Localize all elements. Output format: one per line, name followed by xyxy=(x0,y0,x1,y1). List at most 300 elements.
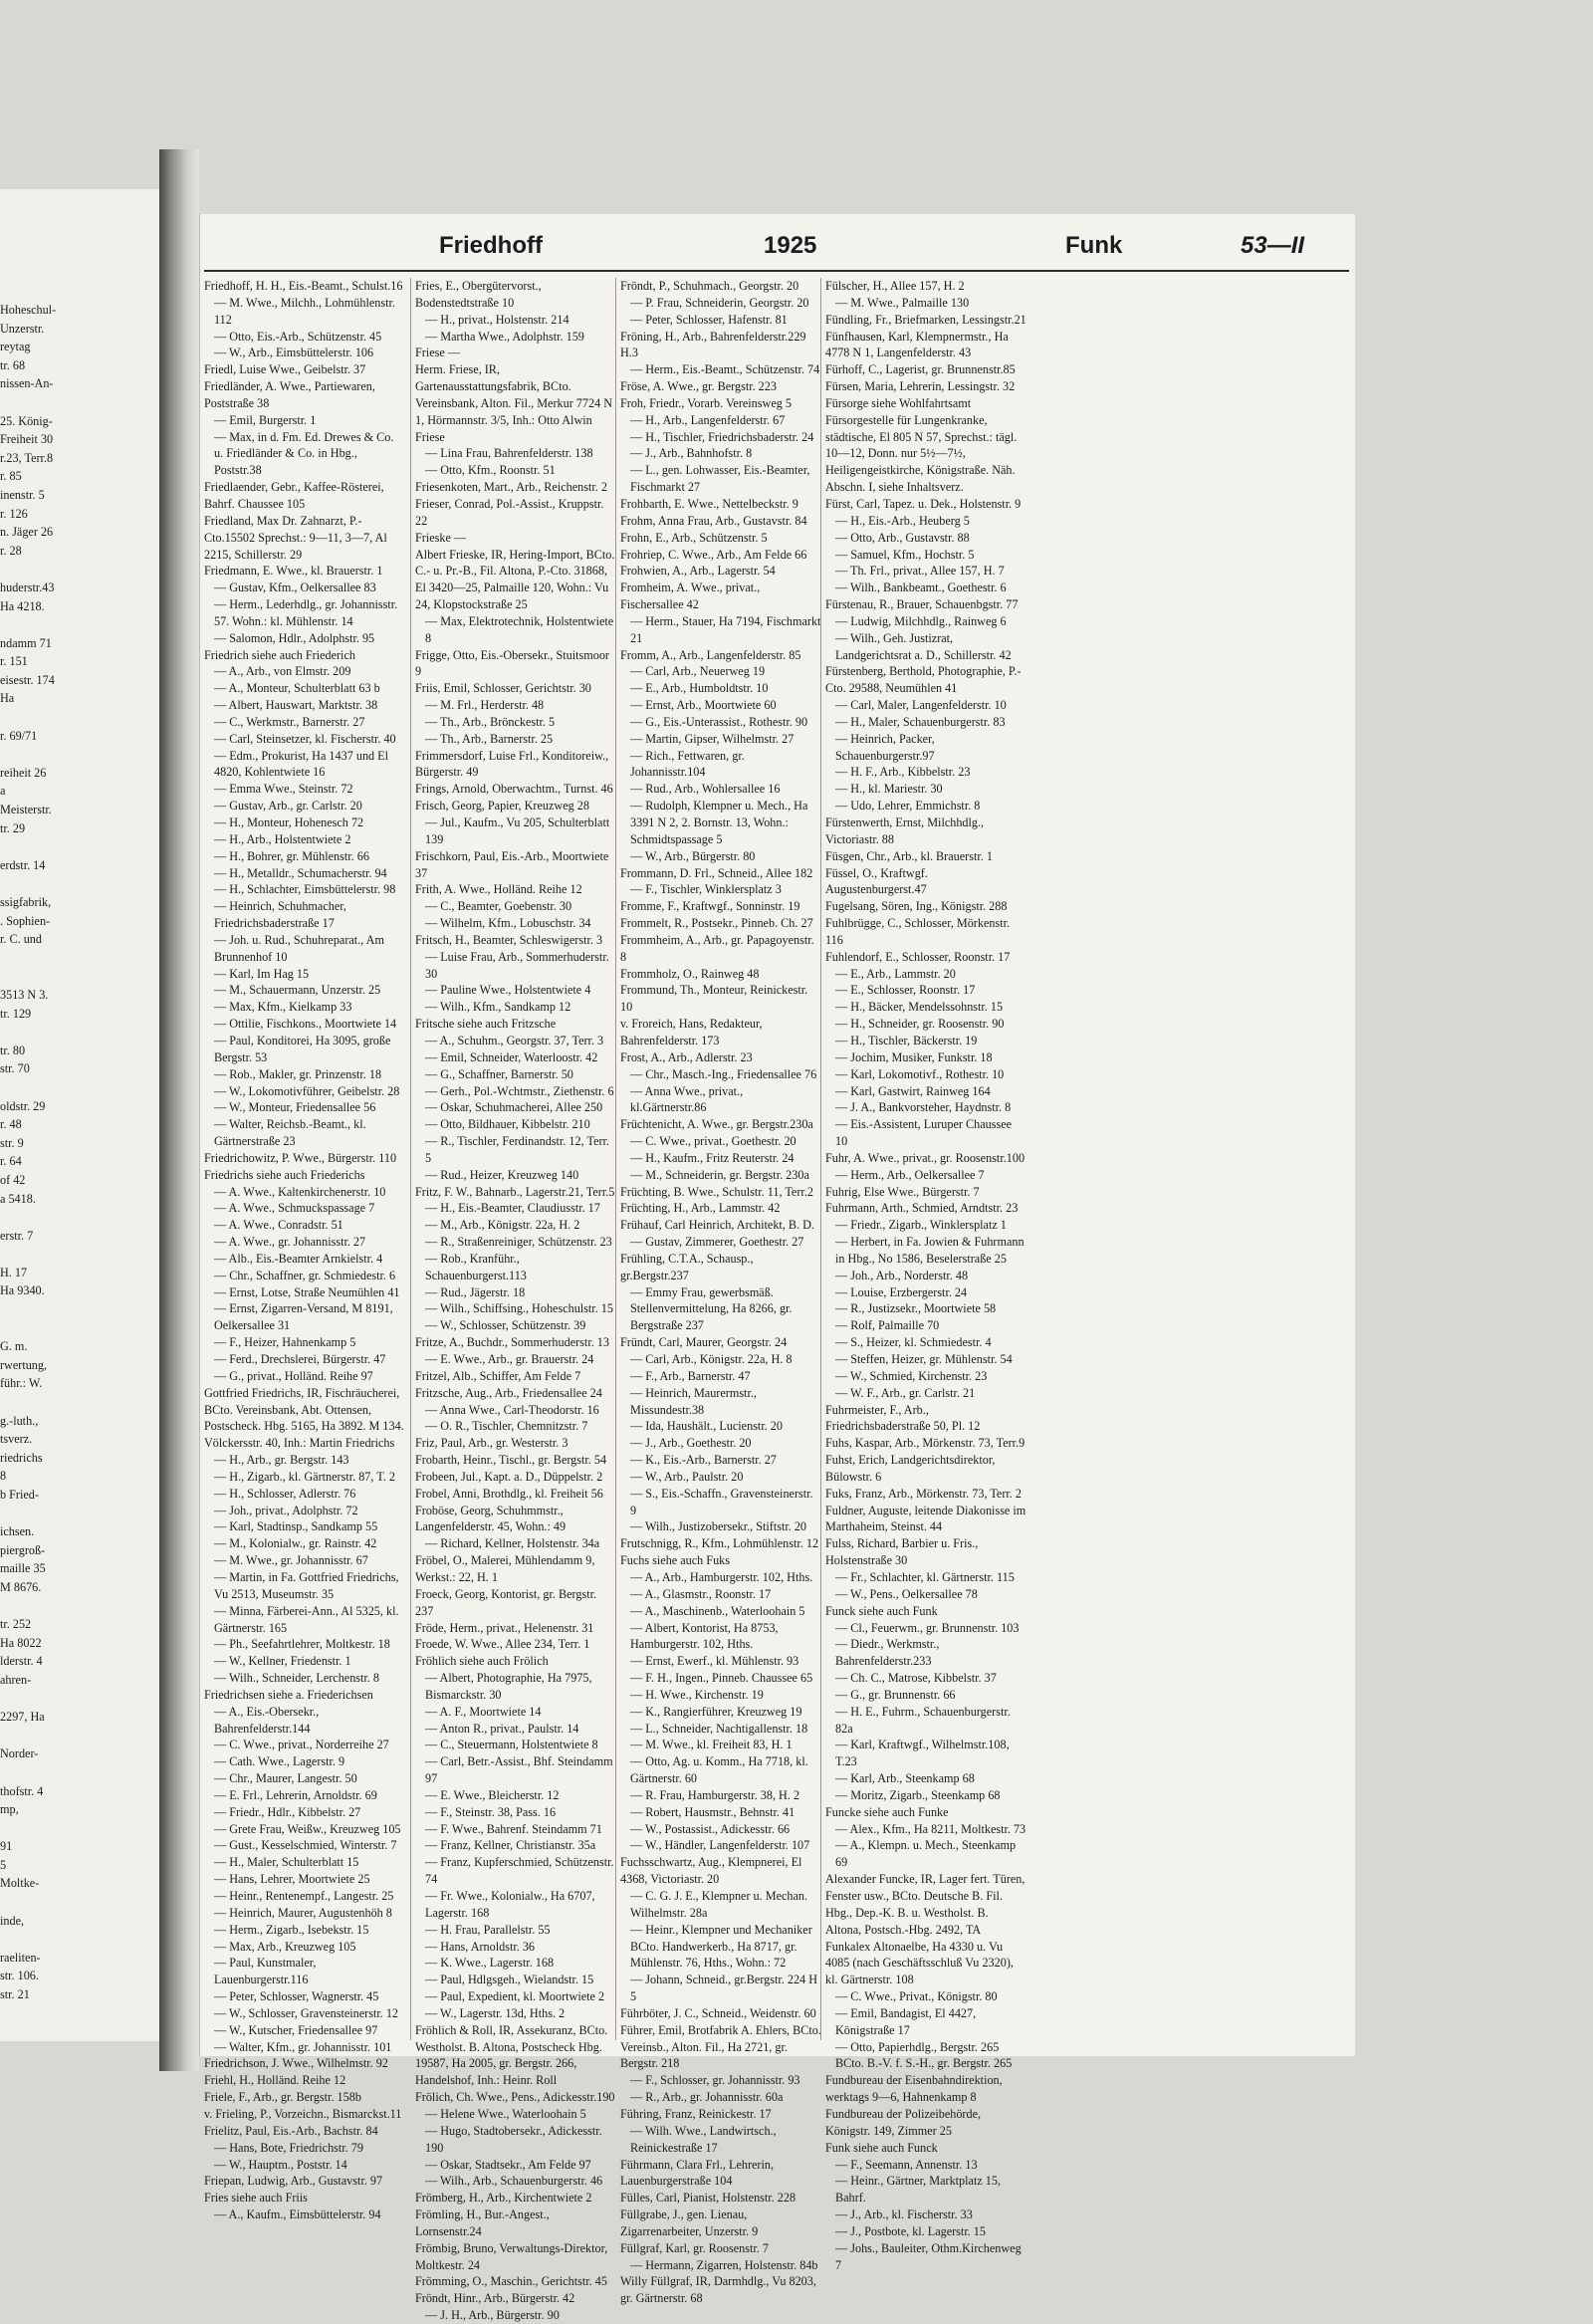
directory-entry: — Chr., Masch.-Ing., Friedensallee 76 xyxy=(630,1066,817,1081)
adjacent-text-fragment: Ha 8022 xyxy=(0,1635,42,1650)
directory-entry: Friis, Emil, Schlosser, Gerichtstr. 30 xyxy=(415,681,591,696)
directory-entry: Frings, Arnold, Oberwachtm., Turnst. 46 xyxy=(415,782,613,797)
directory-entry: Frieser, Conrad, Pol.-Assist., Kruppstr. 22 xyxy=(415,496,604,528)
adjacent-text-fragment: führ.: W. xyxy=(0,1376,43,1391)
directory-entry: — A. Wwe., Conradstr. 51 xyxy=(214,1218,343,1233)
directory-entry: Frigge, Otto, Eis.-Obersekr., Stuitsmoor 9 xyxy=(415,647,609,679)
directory-entry: — Th. Frl., privat., Allee 157, H. 7 xyxy=(835,564,1005,579)
directory-entry: — Walter, Kfm., gr. Johannisstr. 101 xyxy=(214,2039,392,2054)
directory-entry: Frielitz, Paul, Eis.-Arb., Bachstr. 84 xyxy=(204,2123,378,2138)
directory-entry: Füsgen, Chr., Arb., kl. Brauerstr. 1 xyxy=(825,848,993,863)
directory-entry: — G., Schaffner, Barnerstr. 50 xyxy=(425,1066,573,1081)
directory-entry: — Karl, Kraftwgf., Wilhelmstr.108, T.23 xyxy=(835,1738,1010,1769)
directory-entry: — Th., Arb., Barnerstr. 25 xyxy=(425,731,554,746)
directory-entry: — F., Seemann, Annenstr. 13 xyxy=(835,2157,978,2172)
directory-entry: Gottfried Friedrichs, IR, Fischräucherei, BCto. Vereinsbank, Abt. Ottensen, Postscheck. Hbg. 5165, Ha 3892. M 134. Völckersstr. 40, Inh.: Martin Friedrichs xyxy=(204,1385,404,1451)
directory-entry: — M. Wwe., Milchh., Lohmühlenstr. 112 xyxy=(214,295,395,327)
directory-entry: Friedrichowitz, P. Wwe., Bürgerstr. 110 xyxy=(204,1150,397,1165)
directory-entry: — Martha Wwe., Adolphstr. 159 xyxy=(425,329,584,344)
header-year: 1925 xyxy=(764,232,817,259)
directory-entry: Friz, Paul, Arb., gr. Westerstr. 3 xyxy=(415,1436,569,1451)
adjacent-text-fragment: r. 85 xyxy=(0,469,22,484)
directory-entry: — Friedr., Zigarb., Winklersplatz 1 xyxy=(835,1218,1007,1233)
directory-entry: Frömling, H., Bur.-Angest., Lornsenstr.24 xyxy=(415,2208,550,2238)
directory-entry: — Max, Kfm., Kielkamp 33 xyxy=(214,1000,352,1015)
directory-entry: — Richard, Kellner, Holstenstr. 34a xyxy=(425,1536,600,1551)
directory-entry: Frisch, Georg, Papier, Kreuzweg 28 xyxy=(415,799,589,813)
directory-entry: Fürsorge siehe Wohlfahrtsamt xyxy=(825,395,972,410)
directory-entry: — E. Wwe., Arb., gr. Brauerstr. 24 xyxy=(425,1352,594,1366)
directory-entry: Fründt, Carl, Maurer, Georgstr. 24 xyxy=(620,1335,788,1350)
directory-entry: — W., Kutscher, Friedensallee 97 xyxy=(214,2022,378,2037)
directory-entry: Froede, W. Wwe., Allee 234, Terr. 1 xyxy=(415,1637,590,1652)
directory-entry: Fugelsang, Sören, Ing., Königstr. 288 xyxy=(825,899,1008,914)
directory-entry: — Wilhelm, Kfm., Lobuschstr. 34 xyxy=(425,916,591,931)
directory-entry: — Hans, Lehrer, Moortwiete 25 xyxy=(214,1872,370,1887)
adjacent-text-fragment xyxy=(0,874,159,893)
directory-entry: Fulss, Richard, Barbier u. Fris., Holstenstraße 30 xyxy=(825,1536,979,1568)
directory-entry: Frommheim, A., Arb., gr. Papagoyenstr. 8 xyxy=(620,932,814,964)
directory-entry: — Hugo, Stadtobersekr., Adickesstr. 190 xyxy=(425,2123,602,2155)
adjacent-text-fragment: . Sophien- xyxy=(0,913,51,928)
directory-entry: — Wilh. Wwe., Landwirtsch., Reinickestraße 17 xyxy=(630,2123,777,2155)
directory-entry: — Heinr., Klempner und Mechaniker BCto. Handwerkerb., Ha 8717, gr. Mühlenstr. 76, Hths., Wohn.: 72 xyxy=(630,1922,812,1971)
directory-entry: — F. Wwe., Bahrenf. Steindamm 71 xyxy=(425,1821,602,1836)
directory-entry: — W., Lokomotivführer, Geibelstr. 28 xyxy=(214,1083,400,1098)
directory-entry: — A., Glasmstr., Roonstr. 17 xyxy=(630,1586,772,1601)
directory-entry: — Albert, Photographie, Ha 7975, Bismarckstr. 30 xyxy=(425,1671,592,1702)
directory-entry: — A. Wwe., Schmuckspassage 7 xyxy=(214,1201,375,1216)
directory-entry: — J., Postbote, kl. Lagerstr. 15 xyxy=(835,2223,986,2238)
directory-entry: Albert Frieske, IR, Hering-Import, BCto. C.- u. Pr.-B., Fil. Altona, P.-Cto. 31868, El 3420—25, Palmaille 120, Wohn.: Vu 24, Klopstockstraße 25 xyxy=(415,547,615,612)
directory-entry: Früchting, B. Wwe., Schulstr. 11, Terr.2 xyxy=(620,1184,813,1199)
directory-entry: — Walter, Reichsb.-Beamt., kl. Gärtnerstraße 23 xyxy=(214,1117,366,1149)
directory-entry: v. Froreich, Hans, Redakteur, Bahrenfelderstr. 173 xyxy=(620,1017,763,1047)
adjacent-text-fragment: r. C. und xyxy=(0,932,42,947)
directory-entry: — H., Maler, Schulterblatt 15 xyxy=(214,1855,359,1870)
directory-entry: Führböter, J. C., Schneid., Weidenstr. 60 xyxy=(620,2005,816,2020)
directory-entry: — Herbert, in Fa. Jowien & Fuhrmann in Hbg., No 1586, Beselerstraße 25 xyxy=(835,1235,1024,1266)
directory-entry: — Wilh., Schiffsing., Hoheschulstr. 15 xyxy=(425,1301,613,1316)
directory-entry: — Carl, Maler, Langenfelderstr. 10 xyxy=(835,698,1007,713)
adjacent-text-fragment: a 5418. xyxy=(0,1191,36,1206)
directory-entry: Füllgrabe, J., gen. Lienau, Zigarrenarbeiter, Unzerstr. 9 xyxy=(620,2208,759,2238)
directory-entry: — Jul., Kaufm., Vu 205, Schulterblatt 139 xyxy=(425,815,610,846)
directory-entry: Führing, Franz, Reinickestr. 17 xyxy=(620,2106,772,2121)
directory-entry: Fröning, H., Arb., Bahrenfelderstr.229 H.3 xyxy=(620,329,806,360)
directory-entry: Froh, Friedr., Vorarb. Vereinsweg 5 xyxy=(620,395,792,410)
adjacent-text-fragment: tr. 129 xyxy=(0,1006,32,1021)
directory-entry: Fuldner, Auguste, leitende Diakonisse im Marthaheim, Steinst. 44 xyxy=(825,1503,1026,1534)
directory-entry: — R. Frau, Hamburgerstr. 38, H. 2 xyxy=(630,1787,800,1802)
directory-entry: — Ferd., Drechslerei, Bürgerstr. 47 xyxy=(214,1352,386,1366)
adjacent-text-fragment: nissen-An- xyxy=(0,376,54,391)
directory-entry: — Grete Frau, Weißw., Kreuzweg 105 xyxy=(214,1821,401,1836)
directory-entry: Fuhs, Kaspar, Arb., Mörkenstr. 73, Terr.9 xyxy=(825,1436,1025,1451)
directory-entry: Fuhrmann, Arth., Schmied, Arndtstr. 23 xyxy=(825,1201,1019,1216)
directory-entry: — Ernst, Zigarren-Versand, M 8191, Oelkersallee 31 xyxy=(214,1301,393,1333)
directory-entry: Willy Füllgraf, IR, Darmhdlg., Vu 8203, gr. Gärtnerstr. 68 xyxy=(620,2274,816,2306)
adjacent-text-fragment: G. m. xyxy=(0,1339,28,1354)
adjacent-text-fragment xyxy=(0,1930,159,1949)
directory-entry: — H., Schneider, gr. Roosenstr. 90 xyxy=(835,1017,1005,1032)
directory-entry: — Jochim, Musiker, Funkstr. 18 xyxy=(835,1049,993,1064)
adjacent-text-fragment xyxy=(0,949,159,968)
directory-entry: Fuhr, A. Wwe., privat., gr. Roosenstr.100 xyxy=(825,1150,1025,1165)
directory-entry: — M. Wwe., Palmaille 130 xyxy=(835,295,970,310)
directory-entry: — H., Bohrer, gr. Mühlenstr. 66 xyxy=(214,848,369,863)
directory-entry: Frommholz, O., Rainweg 48 xyxy=(620,966,760,981)
directory-entry: — H., Schlachter, Eimsbüttelerstr. 98 xyxy=(214,882,396,897)
directory-entry: — L., gen. Lohwasser, Eis.-Beamter, Fischmarkt 27 xyxy=(630,463,810,495)
directory-entry: — W., Monteur, Friedensallee 56 xyxy=(214,1100,376,1115)
directory-entry: — W., Lagerstr. 13d, Hths. 2 xyxy=(425,2005,566,2020)
directory-entry: — Ph., Seefahrtlehrer, Moltkestr. 18 xyxy=(214,1637,390,1652)
directory-entry: — H., Arb., Holstentwiete 2 xyxy=(214,831,351,846)
directory-entry: Fröndt, Hinr., Arb., Bürgerstr. 42 xyxy=(415,2291,575,2306)
directory-entry: — Wilh., Geh. Justizrat, Landgerichtsrat a. D., Schillerstr. 42 xyxy=(835,630,1012,662)
directory-entry: v. Frieling, P., Vorzeichn., Bismarckst.11 xyxy=(204,2106,402,2121)
directory-entry: Fürstenau, R., Brauer, Schauenbgstr. 77 xyxy=(825,597,1019,612)
directory-entry: — E., Arb., Humboldtstr. 10 xyxy=(630,681,769,696)
adjacent-text-fragment: tr. 29 xyxy=(0,820,26,835)
directory-entry: — Fr. Wwe., Kolonialw., Ha 6707, Lagerstr. 168 xyxy=(425,1889,595,1920)
directory-entry: Friepan, Ludwig, Arb., Gustavstr. 97 xyxy=(204,2174,383,2189)
column-1 xyxy=(204,278,405,2222)
directory-entry: — F., Heizer, Hahnenkamp 5 xyxy=(214,1335,356,1350)
directory-entry: Fürsorgestelle für Lungenkranke, städtische, El 805 N 57, Sprechst.: tägl. 10—12, Donn. nur 5½—7½, Heiligengeistkirche, Königstraße. Näh. Abschn. I, siehe Inhaltsverz. xyxy=(825,412,1018,495)
directory-entry: — Ludwig, Milchhdlg., Rainweg 6 xyxy=(835,613,1007,628)
directory-entry: — Otto, Arb., Gustavstr. 88 xyxy=(835,530,970,545)
directory-entry: Friedl, Luise Wwe., Geibelstr. 37 xyxy=(204,362,366,377)
directory-entry: — Otto, Papierhdlg., Bergstr. 265 BCto. B.-V. f. S.-H., gr. Bergstr. 265 xyxy=(835,2039,1013,2071)
directory-entry: — K. Wwe., Lagerstr. 168 xyxy=(425,1956,555,1971)
directory-entry: — Joh., privat., Adolphstr. 72 xyxy=(214,1503,358,1517)
directory-entry: — Heinrich, Schuhmacher, Friedrichsbaderstraße 17 xyxy=(214,899,346,931)
directory-entry: Fuhst, Erich, Landgerichtsdirektor, Bülowstr. 6 xyxy=(825,1453,996,1484)
directory-entry: Fritzsche, Aug., Arb., Friedensallee 24 xyxy=(415,1385,602,1400)
directory-entry: — Wilh., Schneider, Lerchenstr. 8 xyxy=(214,1671,379,1686)
directory-entry: — R., Tischler, Ferdinandstr. 12, Terr. 5 xyxy=(425,1134,609,1165)
directory-entry: — H., privat., Holstenstr. 214 xyxy=(425,312,569,327)
adjacent-text-fragment: tsverz. xyxy=(0,1432,33,1447)
directory-entry: — Ernst, Ewerf., kl. Mühlenstr. 93 xyxy=(630,1654,799,1669)
directory-entry: Fünfhausen, Karl, Klempnermstr., Ha 4778 N 1, Langenfelderstr. 43 xyxy=(825,329,1009,360)
directory-entry: — Hermann, Zigarren, Holstenstr. 84b xyxy=(630,2257,818,2272)
directory-entry: — A., Schuhm., Georgstr. 37, Terr. 3 xyxy=(425,1033,604,1047)
adjacent-text-fragment: Hoheschul- xyxy=(0,303,57,317)
directory-entry: Fündling, Fr., Briefmarken, Lessingstr.21 xyxy=(825,312,1026,327)
directory-entry: — Herm., Stauer, Ha 7194, Fischmarkt 21 xyxy=(630,613,821,645)
directory-entry: — H. E., Fuhrm., Schauenburgerstr. 82a xyxy=(835,1704,1011,1736)
directory-entry: — K., Rangierführer, Kreuzweg 19 xyxy=(630,1704,802,1719)
directory-entry: Fürst, Carl, Tapez. u. Dek., Holstenstr. 9 xyxy=(825,496,1022,511)
directory-entry: Friehl, H., Holländ. Reihe 12 xyxy=(204,2073,346,2088)
directory-entry: Friedhoff, H. H., Eis.-Beamt., Schulst.16 xyxy=(204,279,403,293)
directory-entry: Funck siehe auch Funk xyxy=(825,1603,938,1618)
directory-entry: — Albert, Hauswart, Marktstr. 38 xyxy=(214,698,378,713)
directory-entry: — H., Zigarb., kl. Gärtnerstr. 87, T. 2 xyxy=(214,1469,395,1484)
directory-entry: Fromheim, A. Wwe., privat., Fischersallee 42 xyxy=(620,581,761,612)
directory-entry: — H., Tischler, Bäckerstr. 19 xyxy=(835,1033,978,1047)
directory-entry: — A., Eis.-Obersekr., Bahrenfelderstr.144 xyxy=(214,1704,320,1736)
adjacent-text-fragment xyxy=(0,1078,159,1097)
adjacent-page-text xyxy=(0,301,159,2004)
directory-entry: — Gustav, Zimmerer, Goethestr. 27 xyxy=(630,1235,804,1250)
adjacent-text-fragment: Ha xyxy=(0,691,15,706)
adjacent-text-fragment: raeliten- xyxy=(0,1950,41,1965)
directory-entry: Fürstenwerth, Ernst, Milchhdlg., Victoriastr. 88 xyxy=(825,815,985,846)
directory-entry: — H., Eis.-Beamter, Claudiusstr. 17 xyxy=(425,1201,600,1216)
directory-entry: Frobel, Anni, Brothdlg., kl. Freiheit 56 xyxy=(415,1486,603,1501)
directory-entry: — H., Tischler, Friedrichsbaderstr. 24 xyxy=(630,429,814,444)
adjacent-text-fragment xyxy=(0,1505,159,1523)
directory-entry: — F., Arb., Barnerstr. 47 xyxy=(630,1368,751,1383)
directory-entry: — M. Frl., Herderstr. 48 xyxy=(425,698,545,713)
directory-entry: Friedrichsen siehe a. Friederichsen xyxy=(204,1687,373,1702)
directory-entry: Frutschnigg, R., Kfm., Lohmühlenstr. 12 xyxy=(620,1536,819,1551)
directory-entry: Fries, E., Obergütervorst., Bodenstedtstraße 10 xyxy=(415,279,542,310)
directory-entry: Fröndt, P., Schuhmach., Georgstr. 20 xyxy=(620,279,799,293)
directory-entry: — Otto, Bildhauer, Kibbelstr. 210 xyxy=(425,1117,590,1132)
directory-entry: — Oskar, Schuhmacherei, Allee 250 xyxy=(425,1100,603,1115)
adjacent-text-fragment: of 42 xyxy=(0,1172,26,1187)
adjacent-text-fragment: eisestr. 174 xyxy=(0,672,55,687)
directory-entry: — H., Metalldr., Schumacherstr. 94 xyxy=(214,865,387,880)
directory-entry: — C. Wwe., privat., Norderreihe 27 xyxy=(214,1738,389,1752)
directory-entry: — Anna Wwe., Carl-Theodorstr. 16 xyxy=(425,1402,599,1417)
directory-entry: — H. Wwe., Kirchenstr. 19 xyxy=(630,1687,764,1702)
adjacent-text-fragment xyxy=(0,1300,159,1319)
adjacent-text-fragment: mp, xyxy=(0,1802,19,1817)
adjacent-text-fragment: rwertung, xyxy=(0,1357,48,1372)
directory-entry: — Emil, Bandagist, El 4427, Königstraße 17 xyxy=(835,2005,977,2037)
directory-entry: — A., Arb., von Elmstr. 209 xyxy=(214,664,351,679)
directory-entry: — Rud., Arb., Wohlersallee 16 xyxy=(630,782,781,797)
directory-entry: Funk siehe auch Funck xyxy=(825,2140,938,2155)
directory-entry: — Peter, Schlosser, Wagnerstr. 45 xyxy=(214,1989,379,2004)
directory-entry: Frömbig, Bruno, Verwaltungs-Direktor, Moltkestr. 24 xyxy=(415,2240,608,2272)
adjacent-text-fragment: str. 9 xyxy=(0,1135,24,1150)
directory-entry: — Gustav, Kfm., Oelkersallee 83 xyxy=(214,581,376,595)
directory-entry: — Ernst, Lotse, Straße Neumühlen 41 xyxy=(214,1284,400,1299)
directory-entry: Friedlaender, Gebr., Kaffee-Rösterei, Bahrf. Chaussee 105 xyxy=(204,480,384,511)
directory-entry: — Oskar, Stadtsekr., Am Felde 97 xyxy=(425,2157,591,2172)
adjacent-text-fragment: erstr. 7 xyxy=(0,1228,34,1243)
directory-entry: — M., Schneiderin, gr. Bergstr. 230a xyxy=(630,1167,809,1182)
directory-entry: — Wilh., Arb., Schauenburgerstr. 46 xyxy=(425,2174,603,2189)
directory-entry: — A., Monteur, Schulterblatt 63 b xyxy=(214,681,380,696)
directory-entry: Fuchs siehe auch Fuks xyxy=(620,1553,731,1568)
directory-entry: Frohn, E., Arb., Schützenstr. 5 xyxy=(620,530,768,545)
directory-entry: Führer, Emil, Brotfabrik A. Ehlers, BCto. Vereinsb., Alton. Fil., Ha 2721, gr. Bergstr. 218 xyxy=(620,2022,821,2071)
directory-entry: Frühling, C.T.A., Schausp., gr.Bergstr.237 xyxy=(620,1251,754,1282)
directory-entry: — H., Maler, Schauenburgerstr. 83 xyxy=(835,714,1006,729)
directory-entry: — E. Frl., Lehrerin, Arnoldstr. 69 xyxy=(214,1787,377,1802)
adjacent-text-fragment: ssigfabrik, xyxy=(0,895,52,909)
directory-entry: — Rob., Kranführ., Schauenburgerst.113 xyxy=(425,1251,527,1282)
directory-entry: Fritzel, Alb., Schiffer, Am Felde 7 xyxy=(415,1368,581,1383)
directory-entry: — Gustav, Arb., gr. Carlstr. 20 xyxy=(214,799,362,813)
directory-entry: — Albert, Kontorist, Ha 8753, Hamburgerstr. 102, Hths. xyxy=(630,1620,779,1652)
directory-entry: — A., Kaufm., Eimsbüttelerstr. 94 xyxy=(214,2208,381,2222)
directory-entry: — C. Wwe., Privat., Königstr. 80 xyxy=(835,1989,998,2004)
directory-entry: Frohriep, C. Wwe., Arb., Am Felde 66 xyxy=(620,547,807,562)
directory-entry: — E. Wwe., Bleicherstr. 12 xyxy=(425,1787,560,1802)
adjacent-text-fragment xyxy=(0,1208,159,1227)
directory-entry: — P. Frau, Schneiderin, Georgstr. 20 xyxy=(630,295,809,310)
directory-entry: — Rud., Heizer, Kreuzweg 140 xyxy=(425,1167,579,1182)
directory-entry: — Samuel, Kfm., Hochstr. 5 xyxy=(835,547,975,562)
directory-entry: — Karl, Lokomotivf., Rothestr. 10 xyxy=(835,1066,1005,1081)
directory-entry: Frommund, Th., Monteur, Reinickestr. 10 xyxy=(620,983,808,1015)
directory-entry: Frith, A. Wwe., Holländ. Reihe 12 xyxy=(415,882,582,897)
directory-entry: Frommelt, R., Postsekr., Pinneb. Ch. 27 xyxy=(620,916,813,931)
directory-entry: — Max, Elektrotechnik, Holstentwiete 8 xyxy=(425,613,614,645)
adjacent-text-fragment: tr. 252 xyxy=(0,1617,32,1632)
directory-entry: — Herm., Zigarb., Isebekstr. 15 xyxy=(214,1922,369,1937)
directory-entry: — R., Justizsekr., Moortwiete 58 xyxy=(835,1301,997,1316)
directory-entry: — F., Tischler, Winklersplatz 3 xyxy=(630,882,782,897)
directory-entry: — W., Schlosser, Schützenstr. 39 xyxy=(425,1318,586,1333)
directory-entry: — S., Heizer, kl. Schmiedestr. 4 xyxy=(835,1335,992,1350)
directory-entry: — Max, Arb., Kreuzweg 105 xyxy=(214,1939,356,1954)
adjacent-text-fragment xyxy=(0,615,159,634)
directory-entry: — Minna, Färberei-Ann., Al 5325, kl. Gärtnerstr. 165 xyxy=(214,1603,399,1635)
adjacent-text-fragment: erdstr. 14 xyxy=(0,857,46,872)
directory-entry: — S., Eis.-Schaffn., Gravensteinerstr. 9 xyxy=(630,1486,813,1517)
directory-entry: — H. F., Arb., Kibbelstr. 23 xyxy=(835,765,971,780)
directory-entry: Frobarth, Heinr., Tischl., gr. Bergstr. 54 xyxy=(415,1453,607,1468)
adjacent-text-fragment: r.23, Terr.8 xyxy=(0,450,54,465)
directory-entry: — H. Frau, Parallelstr. 55 xyxy=(425,1922,551,1937)
adjacent-text-fragment: piergroß- xyxy=(0,1542,46,1557)
adjacent-text-fragment: ndamm 71 xyxy=(0,635,52,650)
directory-entry: — E., Arb., Lammstr. 20 xyxy=(835,966,956,981)
adjacent-text-fragment xyxy=(0,1819,159,1838)
directory-entry: Frölich, Ch. Wwe., Pens., Adickesstr.190 xyxy=(415,2090,615,2105)
directory-entry: — Lina Frau, Bahrenfelderstr. 138 xyxy=(425,446,593,461)
directory-entry: — Otto, Eis.-Arb., Schützenstr. 45 xyxy=(214,329,382,344)
directory-entry: — C. G. J. E., Klempner u. Mechan. Wilhelmstr. 28a xyxy=(630,1889,808,1920)
directory-entry: — A., Maschinenb., Waterloohain 5 xyxy=(630,1603,805,1618)
directory-entry: — Fr., Schlachter, kl. Gärtnerstr. 115 xyxy=(835,1569,1015,1584)
adjacent-text-fragment xyxy=(0,560,159,579)
adjacent-text-fragment: ahren- xyxy=(0,1672,32,1687)
header-rule xyxy=(204,270,1349,272)
directory-entry: — W., Hauptm., Poststr. 14 xyxy=(214,2157,347,2172)
adjacent-text-fragment: ichsen. xyxy=(0,1524,35,1539)
directory-entry: — J., Arb., kl. Fischerstr. 33 xyxy=(835,2208,973,2222)
directory-entry: Frischkorn, Paul, Eis.-Arb., Moortwiete 37 xyxy=(415,848,609,880)
directory-entry: — Joh. u. Rud., Schuhreparat., Am Brunnenhof 10 xyxy=(214,932,384,964)
directory-entry: — Otto, Kfm., Roonstr. 51 xyxy=(425,463,556,478)
directory-entry: — Karl, Stadtinsp., Sandkamp 55 xyxy=(214,1519,378,1534)
directory-entry: Fröbel, O., Malerei, Mühlendamm 9, Werkst.: 22, H. 1 xyxy=(415,1553,595,1584)
adjacent-text-fragment: r. 151 xyxy=(0,654,28,669)
directory-entry: Frieske — xyxy=(415,530,467,545)
directory-entry: Fürstenberg, Berthold, Photographie, P.-Cto. 29588, Neumühlen 41 xyxy=(825,664,1022,696)
directory-entry: Frommann, D. Frl., Schneid., Allee 182 xyxy=(620,865,813,880)
directory-entry: Fuhlendorf, E., Schlosser, Roonstr. 17 xyxy=(825,949,1011,964)
directory-entry: — R., Straßenreiniger, Schützenstr. 23 xyxy=(425,1235,612,1250)
directory-entry: — W., Schmied, Kirchenstr. 23 xyxy=(835,1368,988,1383)
directory-entry: Früchtenicht, A. Wwe., gr. Bergstr.230a xyxy=(620,1117,813,1132)
directory-entry: — W., Händler, Langenfelderstr. 107 xyxy=(630,1838,810,1853)
adjacent-text-fragment xyxy=(0,1763,159,1782)
directory-entry: — Martin, Gipser, Wilhelmstr. 27 xyxy=(630,731,795,746)
directory-entry: — G., privat., Holländ. Reihe 97 xyxy=(214,1368,373,1383)
directory-entry: — Eis.-Assistent, Luruper Chaussee 10 xyxy=(835,1117,1013,1149)
directory-entry: Alexander Funcke, IR, Lager fert. Türen, Fenster usw., BCto. Deutsche B. Fil. Hbg., Dep.-K. B. u. Westholst. B. Altona, Postsch.-Hbg. 2492, TA Funkalex Altonaelbe, Ha 4330 u. Vu 4085 (nach Geschäftsschluß Vu 2320), kl. Gärtnerstr. 108 xyxy=(825,1872,1025,1987)
directory-entry: — M., Kolonialw., gr. Rainstr. 42 xyxy=(214,1536,377,1551)
adjacent-text-fragment: a xyxy=(0,784,6,799)
adjacent-text-fragment: 91 xyxy=(0,1839,13,1854)
adjacent-text-fragment xyxy=(0,1245,159,1264)
directory-entry: Fritze, A., Buchdr., Sommerhuderstr. 13 xyxy=(415,1335,609,1350)
adjacent-text-fragment xyxy=(0,1393,159,1412)
directory-entry: — Otto, Ag. u. Komm., Ha 7718, kl. Gärtnerstr. 60 xyxy=(630,1754,808,1786)
directory-entry: Fülles, Carl, Pianist, Holstenstr. 228 xyxy=(620,2191,796,2206)
directory-entry: — M., Arb., Königstr. 22a, H. 2 xyxy=(425,1218,580,1233)
adjacent-text-fragment xyxy=(0,1319,159,1338)
adjacent-text-fragment: n. Jäger 26 xyxy=(0,525,54,540)
adjacent-text-fragment: Freiheit 30 xyxy=(0,432,54,447)
directory-entry: — G., gr. Brunnenstr. 66 xyxy=(835,1687,956,1702)
directory-entry: — Ch. C., Matrose, Kibbelstr. 37 xyxy=(835,1671,997,1686)
adjacent-text-fragment: reytag xyxy=(0,340,31,354)
directory-entry: Friese — xyxy=(415,346,461,360)
directory-entry: — W., Postassist., Adickesstr. 66 xyxy=(630,1821,791,1836)
directory-entry: — Paul, Hdlgsgeh., Wielandstr. 15 xyxy=(425,1973,594,1987)
directory-entry: — Heinr., Rentenempf., Langestr. 25 xyxy=(214,1889,394,1903)
directory-entry: Friesenkoten, Mart., Arb., Reichenstr. 2 xyxy=(415,480,607,495)
directory-entry: — Peter, Schlosser, Hafenstr. 81 xyxy=(630,312,788,327)
directory-entry: — O. R., Tischler, Chemnitzstr. 7 xyxy=(425,1419,588,1434)
directory-entry: — Salomon, Hdlr., Adolphstr. 95 xyxy=(214,630,375,645)
adjacent-text-fragment: str. 21 xyxy=(0,1987,30,2002)
adjacent-text-fragment xyxy=(0,967,159,986)
directory-entry: — H., Kaufm., Fritz Reuterstr. 24 xyxy=(630,1150,795,1165)
directory-entry: — A., Arb., Hamburgerstr. 102, Hths. xyxy=(630,1569,813,1584)
adjacent-text-fragment: 25. König- xyxy=(0,413,53,428)
directory-entry: — Chr., Maurer, Langestr. 50 xyxy=(214,1771,357,1786)
adjacent-text-fragment: maille 35 xyxy=(0,1561,46,1576)
adjacent-text-fragment: lderstr. 4 xyxy=(0,1654,43,1669)
directory-entry: — A., Klempn. u. Mech., Steenkamp 69 xyxy=(835,1838,1017,1870)
adjacent-text-fragment: r. 28 xyxy=(0,543,22,558)
directory-entry: — Alex., Kfm., Ha 8211, Moltkestr. 73 xyxy=(835,1821,1026,1836)
directory-entry: — W., Arb., Eimsbüttelerstr. 106 xyxy=(214,346,374,360)
directory-entry: Füllgraf, Karl, gr. Roosenstr. 7 xyxy=(620,2240,769,2255)
directory-entry: — Paul, Kunstmaler, Lauenburgerstr.116 xyxy=(214,1956,317,1987)
directory-entry: — Paul, Expedient, kl. Moortwiete 2 xyxy=(425,1989,605,2004)
directory-entry: — Wilh., Bankbeamt., Goethestr. 6 xyxy=(835,581,1007,595)
directory-entry: Friedrichson, J. Wwe., Wilhelmstr. 92 xyxy=(204,2056,388,2071)
directory-entry: — Carl, Arb., Neuerweg 19 xyxy=(630,664,766,679)
directory-entry: Fuhlbrügge, C., Schlosser, Mörkenstr. 116 xyxy=(825,916,1011,947)
directory-entry: Fuchsschwartz, Aug., Klempnerei, El 4368, Victoriastr. 20 xyxy=(620,1855,802,1887)
adjacent-text-fragment xyxy=(0,837,159,856)
directory-entry: Friedmann, E. Wwe., kl. Brauerstr. 1 xyxy=(204,564,383,579)
directory-entry: — Herm., Arb., Oelkersallee 7 xyxy=(835,1167,985,1182)
directory-entry: — Rolf, Palmaille 70 xyxy=(835,1318,940,1333)
directory-entry: — Edm., Prokurist, Ha 1437 und El 4820, Kohlentwiete 16 xyxy=(214,748,389,780)
directory-entry: — C. Wwe., privat., Goethestr. 20 xyxy=(630,1134,796,1149)
directory-entry: Fuks, Franz, Arb., Mörkenstr. 73, Terr. 2 xyxy=(825,1486,1022,1501)
directory-entry: Froeck, Georg, Kontorist, gr. Bergstr. 237 xyxy=(415,1586,597,1618)
directory-entry: Friedrichs siehe auch Friederichs xyxy=(204,1167,365,1182)
